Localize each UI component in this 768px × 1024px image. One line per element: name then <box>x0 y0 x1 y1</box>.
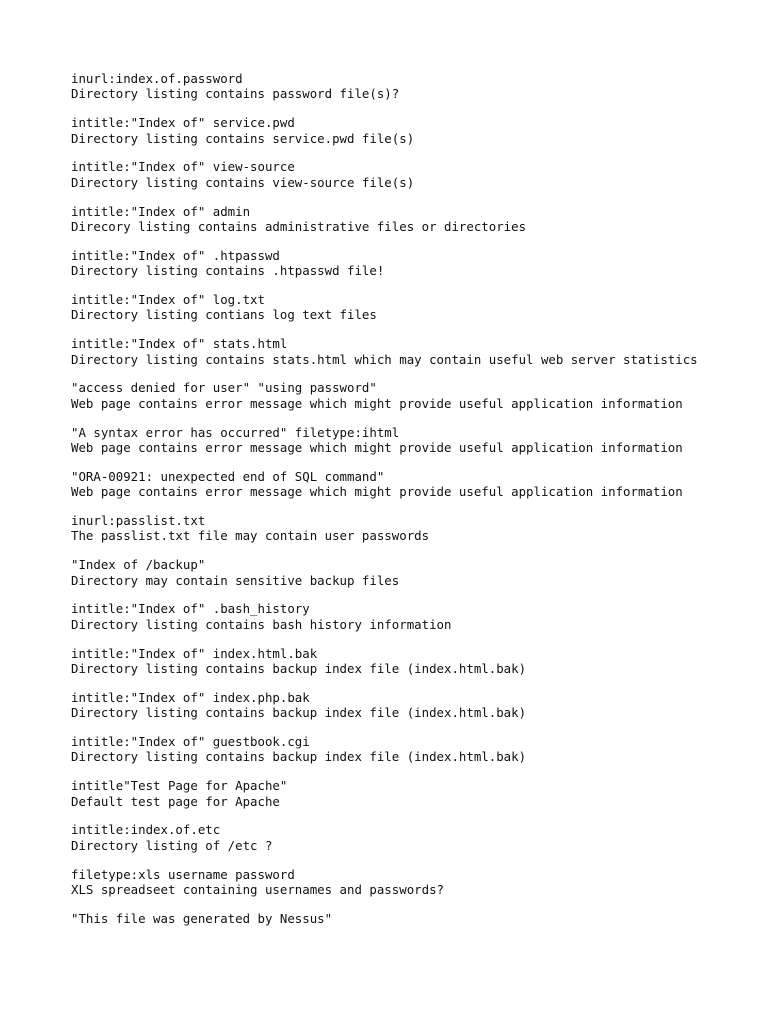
search-query: intitle:"Index of" admin <box>71 203 251 219</box>
search-query: "This file was generated by Nessus" <box>71 910 333 926</box>
query-description: Directory listing contains backup index file (index.html.bak) <box>71 705 527 721</box>
search-query: intitle:"Index of" log.txt <box>71 292 265 308</box>
entry <box>71 204 751 235</box>
search-query: intitle:"Index of" service.pwd <box>71 115 295 131</box>
query-description: XLS spreadseet containing usernames and passwords? <box>71 882 444 898</box>
entry <box>71 336 751 367</box>
entry <box>71 601 751 632</box>
query-description: Web page contains error message which might provide useful application information <box>71 395 683 411</box>
query-description: Directory listing contains backup index file (index.html.bak) <box>71 661 527 677</box>
entry <box>71 778 751 809</box>
query-description: Directory listing contains .htpasswd file! <box>71 263 385 279</box>
query-description: Directory listing contians log text files <box>71 307 377 323</box>
query-description: Directory listing of /etc ? <box>71 837 273 853</box>
entry <box>71 513 751 544</box>
search-query: "Index of /backup" <box>71 557 206 573</box>
query-description: Directory listing contains view-source file(s) <box>71 174 415 190</box>
entry <box>71 380 751 411</box>
search-query: intitle:"Index of" guestbook.cgi <box>71 734 310 750</box>
search-query: intitle:"Index of" stats.html <box>71 336 288 352</box>
search-query: filetype:xls username password <box>71 866 295 882</box>
search-query: "A syntax error has occurred" filetype:ihtml <box>71 424 400 440</box>
entry <box>71 822 751 853</box>
search-query: intitle:index.of.etc <box>71 822 221 838</box>
search-query: intitle"Test Page for Apache" <box>71 778 288 794</box>
search-query: intitle:"Index of" .htpasswd <box>71 247 280 263</box>
query-description: Directory may contain sensitive backup files <box>71 572 400 588</box>
query-description: Direcory listing contains administrative files or directories <box>71 219 527 235</box>
search-query: "ORA-00921: unexpected end of SQL command" <box>71 468 385 484</box>
query-description: Directory listing contains stats.html which may contain useful web server statistics <box>71 351 698 367</box>
search-query: inurl:index.of.password <box>71 71 243 86</box>
entry <box>71 867 751 898</box>
query-description: Directory listing contains backup index file (index.html.bak) <box>71 749 527 765</box>
search-query: intitle:"Index of" view-source <box>71 159 295 175</box>
entry <box>71 734 751 765</box>
entry <box>71 292 751 323</box>
document-page <box>71 71 751 940</box>
search-query: intitle:"Index of" index.php.bak <box>71 689 310 705</box>
entry <box>71 557 751 588</box>
entry <box>71 115 751 146</box>
search-query: intitle:"Index of" index.html.bak <box>71 645 318 661</box>
entry <box>71 690 751 721</box>
search-query: "access denied for user" "using password" <box>71 380 377 396</box>
query-description: The passlist.txt file may contain user passwords <box>71 528 430 544</box>
entry <box>71 425 751 456</box>
search-query: intitle:"Index of" .bash_history <box>71 601 310 617</box>
entry <box>71 646 751 677</box>
entry <box>71 469 751 500</box>
query-description: Directory listing contains service.pwd file(s) <box>71 130 415 146</box>
entry <box>71 71 751 102</box>
query-description: Web page contains error message which might provide useful application information <box>71 484 683 500</box>
query-description: Directory listing contains password file(s)? <box>71 86 400 102</box>
search-query: inurl:passlist.txt <box>71 513 206 529</box>
query-description: Web page contains error message which might provide useful application information <box>71 440 683 456</box>
entry <box>71 911 751 926</box>
entry <box>71 248 751 279</box>
query-description: Default test page for Apache <box>71 793 280 809</box>
entry <box>71 159 751 190</box>
query-description: Directory listing contains bash history information <box>71 616 452 632</box>
